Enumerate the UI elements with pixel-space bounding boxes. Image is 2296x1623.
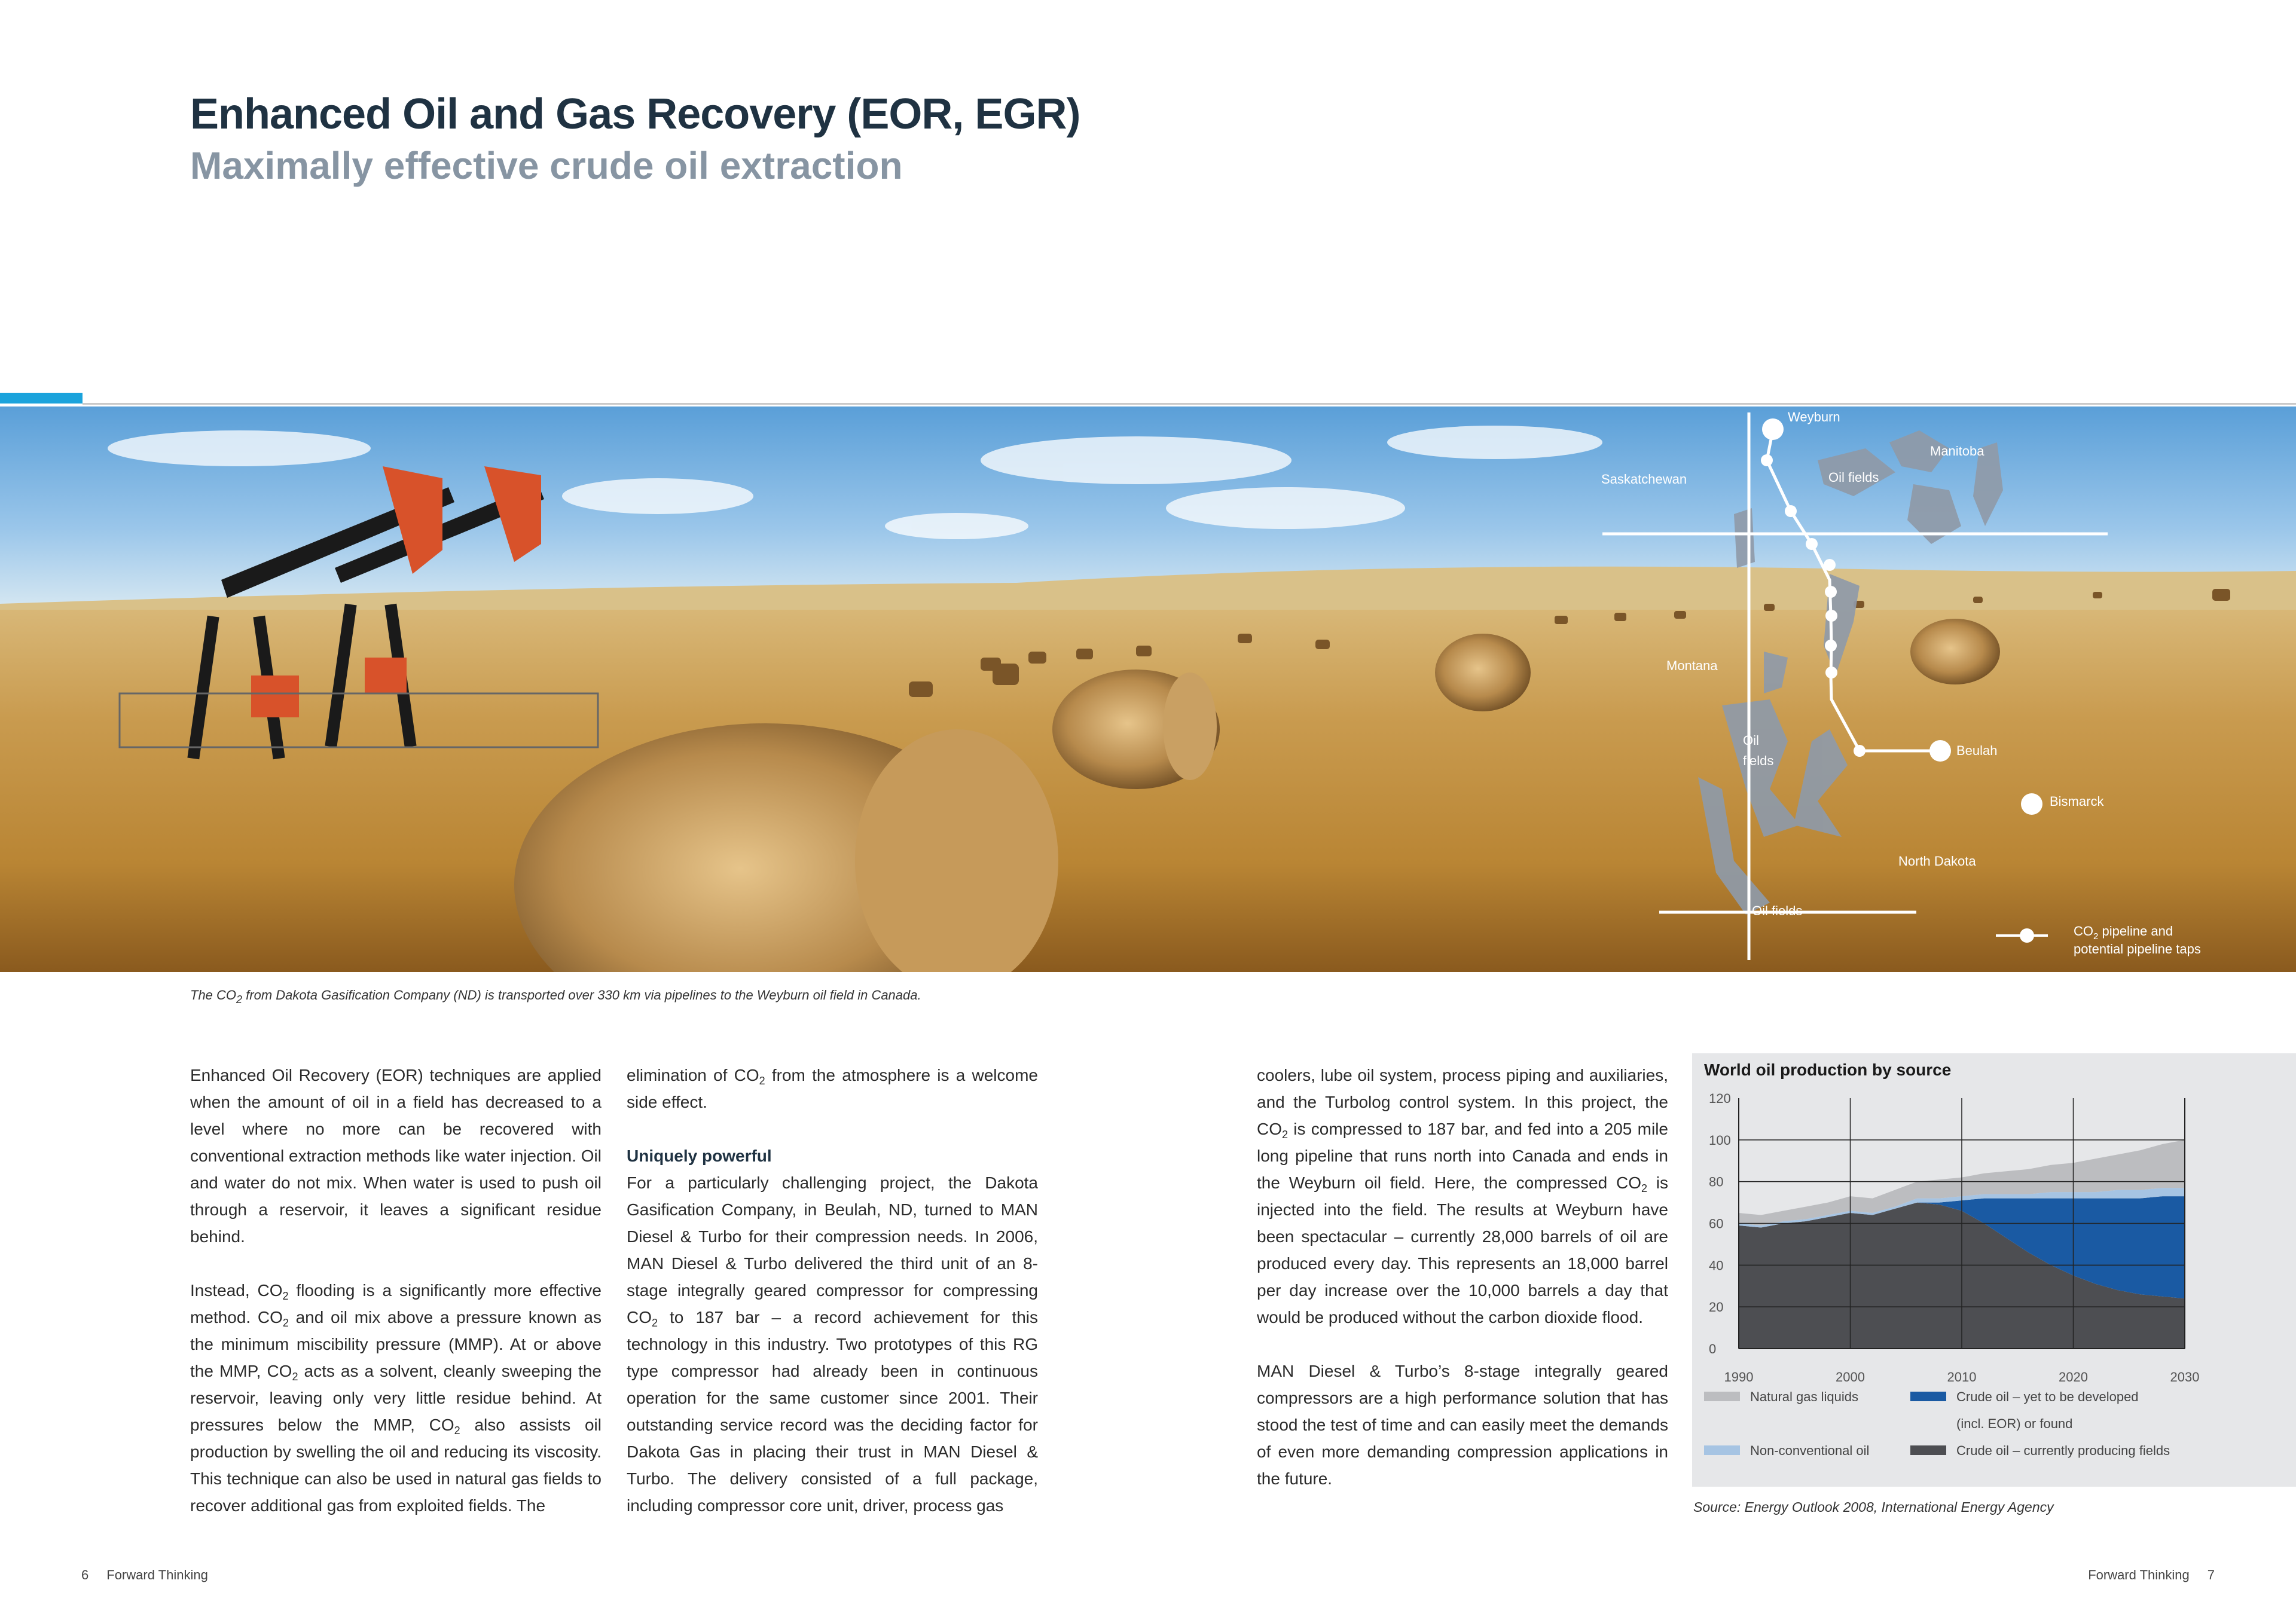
x-tick-label: 2000 — [1836, 1370, 1865, 1384]
legend-label-3: Crude oil – currently producing fields — [1956, 1443, 2170, 1458]
section-heading: Uniquely powerful — [627, 1147, 772, 1165]
label-montana: Montana — [1666, 658, 1718, 673]
y-tick-label: 20 — [1709, 1300, 1724, 1315]
legend-label-2: Non-conventional oil — [1750, 1443, 1870, 1458]
page-title: Enhanced Oil and Gas Recovery (EOR, EGR) — [190, 90, 1080, 138]
hero-photo — [0, 406, 2296, 972]
page-number-left: 6 — [81, 1567, 89, 1582]
chart-title: World oil production by source — [1704, 1060, 1952, 1079]
x-tick-label: 1990 — [1724, 1370, 1754, 1384]
chart-source: Source: Energy Outlook 2008, International Energy Agency — [1693, 1499, 2054, 1515]
body-column-2 — [627, 1062, 1038, 1519]
col1-para2: Instead, $CO_2$ flooding is a significantly more effective method. $CO_2$ and oil mix above a pressure known as the minimum miscibility pressure (MMP). At or above the MMP, $CO_2$ acts as a solvent, cleanly sweeping the reservoir, leaving only very little residue behind. At pressures below the MMP, $CO_2$ also assists oil production by swelling the oil and reducing its viscosity. This technique can also be used in natural gas fields to recover additional gas from exploited fields. The — [190, 1281, 602, 1515]
photo-illustration — [0, 406, 2296, 972]
body-column-1 — [190, 1062, 602, 1519]
photo-caption: The $CO_2$ from Dakota Gasification Company (ND) is transported over 330 km via pipelines to the Weyburn oil field in Canada. — [190, 988, 921, 1005]
x-tick-label: 2030 — [2170, 1370, 2200, 1384]
label-oil-fields-mid-2: fields — [1743, 753, 1774, 768]
footer-label-right: Forward Thinking — [2088, 1567, 2190, 1582]
label-saskatchewan: Saskatchewan — [1601, 472, 1687, 487]
legend-co2-sub: 2 — [2093, 931, 2099, 942]
y-tick-label: 60 — [1709, 1216, 1724, 1231]
x-tick-label: 2020 — [2059, 1370, 2088, 1384]
col2-para1: elimination of $CO_2$ from the atmosphere is a welcome side effect. — [627, 1066, 1038, 1111]
label-north-dakota: North Dakota — [1898, 854, 1976, 869]
y-tick-label: 40 — [1709, 1258, 1724, 1273]
col1-para1: Enhanced Oil Recovery (EOR) techniques are applied when the amount of oil in a field has decreased to a level where no more can be recovered with conventional extraction methods like water injection. Oil and water do not mix. When water is used to push oil through a reservoir, it leaves a significant residue behind. — [190, 1066, 602, 1246]
label-manitoba: Manitoba — [1930, 444, 1984, 459]
accent-bar — [0, 393, 83, 404]
legend-label-0: Natural gas liquids — [1750, 1389, 1858, 1404]
y-tick-label: 120 — [1709, 1091, 1731, 1106]
legend-swatch-0 — [1704, 1392, 1740, 1401]
y-tick-label: 100 — [1709, 1132, 1731, 1148]
legend-label-1: Crude oil – yet to be developed — [1956, 1389, 2139, 1404]
oil-production-chart — [1692, 1053, 2296, 1487]
page-number-right: 7 — [2207, 1567, 2215, 1582]
col3-para2: MAN Diesel & Turbo’s 8-stage integrally geared compressors are a high performance solution that has stood the test of time and can easily meet the demands of even more demanding compression applications in the future. — [1257, 1362, 1668, 1488]
legend-line1-rest: pipeline and — [2098, 924, 2173, 939]
y-tick-label: 0 — [1709, 1341, 1717, 1356]
footer-right — [2088, 1567, 2215, 1583]
legend-line2: potential pipeline taps — [2074, 942, 2201, 956]
footer-label-left: Forward Thinking — [106, 1567, 208, 1582]
label-oil-fields-mid-1: Oil — [1743, 733, 1759, 748]
label-bismarck: Bismarck — [2050, 794, 2104, 809]
page-subtitle: Maximally effective crude oil extraction — [190, 144, 903, 187]
col3-para1: coolers, lube oil system, process piping and auxiliaries, and the Turbolog control system. In this project, the $CO_2$ is compressed to 187 bar, and fed into a 205 mile long pipeline that runs north into Canada and ends in the Weyburn oil field. Here, the compressed $CO_2$ is injected into the field. The results at Weyburn have been spectacular – currently 28,000 barrels of oil are produced every day. This represents an 18,000 barrel per day increase over the 10,000 barrels a day that would be produced without the carbon dioxide flood. — [1257, 1066, 1668, 1326]
label-beulah: Beulah — [1956, 743, 1998, 758]
label-weyburn: Weyburn — [1788, 409, 1840, 424]
legend-co2: CO — [2074, 924, 2093, 939]
body-column-3 — [1257, 1062, 1668, 1492]
col2-para2: For a particularly challenging project, the Dakota Gasification Company, in Beulah, ND, turned to MAN Diesel & Turbo for their compression needs. In 2006, MAN Diesel & Turbo delivered the third unit of an 8-stage integrally geared compressor for compressing $CO_2$ to 187 bar – a record achievement for this technology in this industry. Two prototypes of this RG type compressor had already been in continuous operation for the same customer since 2001. Their outstanding service record was the deciding factor for Dakota Gas in placing their trust in MAN Diesel & Turbo. The delivery consisted of a full package, including compressor core unit, driver, process gas — [627, 1173, 1038, 1515]
footer-left — [81, 1567, 208, 1583]
legend-label-1-line2: (incl. EOR) or found — [1956, 1416, 2073, 1431]
label-oil-fields-top: Oil fields — [1828, 470, 1879, 485]
legend-swatch-2 — [1704, 1445, 1740, 1455]
x-tick-label: 2010 — [1947, 1370, 1977, 1384]
divider — [83, 403, 2296, 405]
label-oil-fields-bottom: Oil fields — [1752, 903, 1803, 918]
y-tick-label: 80 — [1709, 1174, 1724, 1190]
legend-swatch-3 — [1910, 1445, 1946, 1455]
legend-swatch-1 — [1910, 1392, 1946, 1401]
